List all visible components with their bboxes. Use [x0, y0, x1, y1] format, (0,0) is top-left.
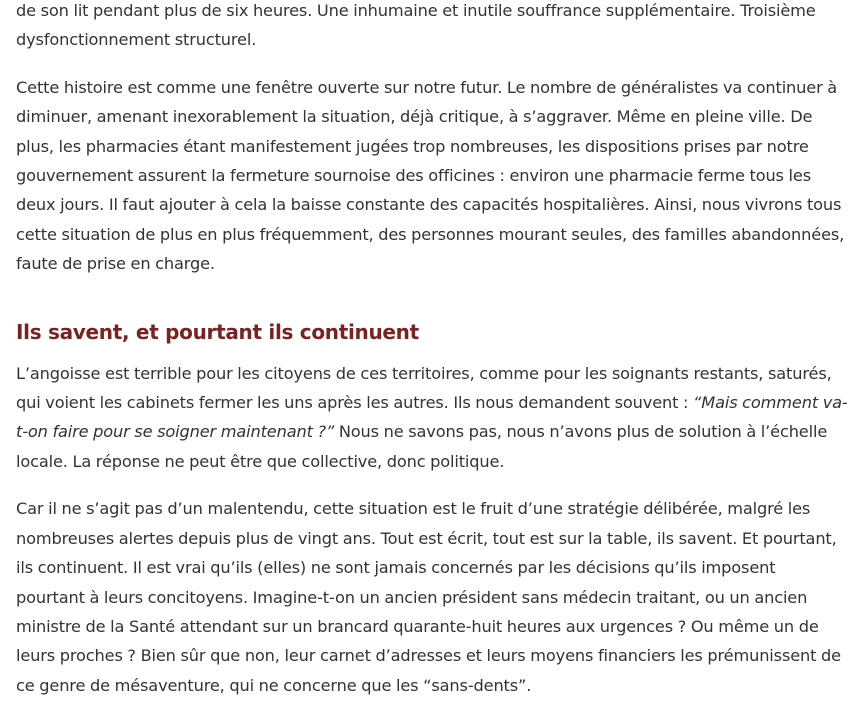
section-heading: Ils savent, et pourtant ils continuent — [16, 319, 419, 344]
paragraph-anguish-text-end: Nous ne savons pas, nous n’avons plus de solution à l’échelle locale. La réponse ne peut être que collective, donc politique. — [16, 422, 828, 471]
paragraph-deliberate-strategy: Car il ne s’agit pas d’un malentendu, cette situation est le fruit d’une stratégie délibérée, malgré les nombreuses alertes depuis plus de vingt ans. Tout est écrit, tout est sur la table, ils savent. Et pourtant, ils continuent. Il est vrai qu’ils (elles) ne sont jamais concernés par les décisions qu’ils imposent pourtant à leurs concitoyens. Imagine-t-on un ancien président sans médecin traitant, ou un ancien ministre de la Santé attendant sur un brancard quarante-huit heures aux urgences ? Ou même un de leurs proches ? Bien sûr que non, leur carnet d’adresses et leurs moyens financiers les prémunissent de ce genre de mésaventure, qui ne concerne que les “sans-dents”. — [16, 499, 841, 695]
patient-quote: “Mais comment va-t-on faire pour se soigner maintenant ?” — [16, 393, 848, 442]
paragraph-anguish — [16, 359, 848, 477]
paragraph-future-window: Cette histoire est comme une fenêtre ouverte sur notre futur. Le nombre de généralistes va continuer à diminuer, amenant inexorablement la situation, déjà critique, à s’aggraver. Même en pleine ville. De plus, les pharmacies étant manifestement jugées trop nombreuses, les dispositions prises par notre gouvernement assurent la fermeture sournoise des officines : environ une pharmacie ferme tous les deux jours. Il faut ajouter à cela la baisse constante des capacités hospitalières. Ainsi, nous vivrons tous cette situation de plus en plus fréquemment, des personnes mourant seules, des familles abandonnées, faute de prise en charge. — [16, 77, 845, 274]
article-body — [16, 0, 848, 718]
paragraph-anguish-text-start: L’angoisse est terrible pour les citoyens de ces territoires, comme pour les soignants restants, saturés, qui voient les cabinets fermer les uns après les autres. Ils nous demandent souvent : — [16, 363, 832, 413]
paragraph-intro-continuation: de son lit pendant plus de six heures. Une inhumaine et inutile souffrance supplémentaire. Troisième dysfonctionnement structurel. — [16, 1, 816, 50]
